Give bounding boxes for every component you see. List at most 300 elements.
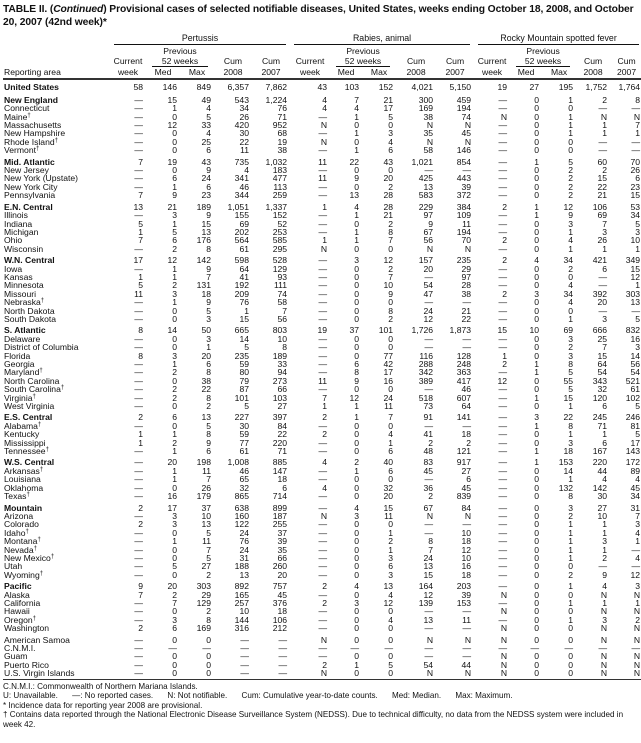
value-cell: N: [500, 659, 508, 670]
value-cell: 0: [534, 482, 540, 493]
value-cell: —: [498, 384, 508, 395]
value-cell: 109: [456, 210, 472, 221]
value-cell: 13: [201, 519, 211, 530]
value-cell: 0: [534, 581, 540, 592]
area-name: West Virginia: [4, 401, 55, 412]
value-cell: 0: [534, 145, 540, 156]
area-name: Pennsylvania: [4, 190, 56, 201]
value-cell: 10: [277, 333, 288, 344]
value-cell: 39: [461, 181, 472, 192]
value-cell: —: [498, 145, 508, 156]
value-cell: 21: [383, 94, 394, 105]
value-cell: 9: [206, 165, 211, 176]
value-cell: 5: [568, 384, 574, 395]
value-cell: 425: [418, 173, 434, 184]
value-cell: 37: [277, 527, 288, 538]
value-cell: 34: [563, 255, 574, 266]
area-name: Arizona: [4, 510, 34, 521]
value-cell: N: [600, 589, 608, 600]
value-cell: 1: [602, 597, 608, 608]
value-cell: 153: [558, 457, 574, 468]
value-cell: —: [631, 136, 641, 147]
value-cell: N: [633, 659, 641, 670]
value-cell: 0: [388, 120, 394, 131]
value-cell: 24: [201, 173, 211, 184]
value-cell: —: [424, 519, 434, 530]
value-cell: 84: [461, 502, 472, 513]
value-cell: 5: [172, 226, 177, 237]
value-cell: 3: [602, 313, 608, 324]
value-cell: 60: [597, 156, 608, 167]
value-cell: N: [464, 634, 472, 645]
value-cell: 147: [272, 465, 288, 476]
value-cell: N: [600, 623, 608, 634]
value-cell: 3: [354, 255, 360, 266]
value-cell: —: [498, 190, 508, 201]
value-cell: 16: [167, 491, 177, 502]
value-cell: 260: [272, 561, 288, 572]
week-label: week: [110, 67, 146, 79]
value-cell: —: [498, 429, 508, 440]
value-cell: 59: [239, 429, 249, 440]
area-name: U.S. Virgin Islands: [4, 668, 75, 679]
value-cell: 1: [602, 243, 608, 254]
value-cell: 5: [244, 401, 249, 412]
value-cell: 7: [388, 235, 394, 246]
value-cell: 0: [534, 634, 540, 645]
value-cell: 0: [172, 375, 177, 386]
value-cell: 0: [534, 474, 540, 485]
value-cell: —: [318, 342, 328, 353]
value-cell: —: [498, 446, 508, 457]
value-cell: 0: [172, 165, 177, 176]
value-cell: —: [318, 271, 328, 282]
value-cell: 0: [172, 634, 177, 645]
value-cell: 1: [534, 457, 540, 468]
value-cell: —: [498, 519, 508, 530]
value-cell: —: [134, 606, 143, 617]
value-cell: —: [318, 384, 328, 395]
value-cell: —: [498, 544, 508, 555]
area-name: Colorado: [4, 519, 39, 530]
value-cell: 1: [138, 429, 143, 440]
value-cell: 20: [383, 173, 394, 184]
current-label: Current: [113, 56, 143, 67]
area-name: American Samoa: [4, 634, 70, 645]
area-name: Kansas: [4, 271, 33, 282]
value-cell: 21: [383, 210, 394, 221]
value-cell: 13: [383, 581, 394, 592]
value-cell: 167: [592, 446, 608, 457]
value-cell: 0: [354, 519, 360, 530]
value-cell: 179: [196, 491, 211, 502]
area-name: S. Atlantic: [4, 325, 46, 336]
value-cell: 2: [206, 606, 211, 617]
value-cell: 0: [354, 482, 360, 493]
value-cell: —: [498, 614, 508, 625]
value-cell: N: [320, 243, 328, 254]
value-cell: 77: [383, 350, 394, 361]
area-name: Utah: [4, 561, 23, 572]
area-name: W.S. Central: [4, 457, 55, 468]
area-name: W.N. Central: [4, 255, 55, 266]
value-cell: —: [134, 136, 143, 147]
value-cell: N: [633, 634, 641, 645]
value-cell: 9: [354, 173, 360, 184]
value-cell: 5: [206, 527, 211, 538]
value-cell: —: [498, 502, 508, 513]
value-cell: 22: [597, 181, 608, 192]
value-cell: 84: [277, 420, 288, 431]
value-cell: 0: [534, 491, 540, 502]
value-cell: 41: [423, 429, 434, 440]
value-cell: 87: [239, 384, 249, 395]
value-cell: 21: [597, 190, 608, 201]
value-cell: —: [318, 297, 328, 308]
value-cell: 6: [172, 235, 177, 246]
value-cell: 0: [172, 569, 177, 580]
table-title: [3, 0, 638, 29]
table-row: [3, 79, 641, 92]
value-cell: 2: [502, 201, 508, 212]
value-cell: 854: [456, 156, 472, 167]
value-cell: 1,752: [585, 82, 608, 93]
value-cell: 0: [534, 120, 540, 131]
value-cell: 32: [383, 482, 394, 493]
value-cell: 0: [354, 606, 360, 617]
value-cell: 45: [423, 465, 434, 476]
value-cell: —: [498, 120, 508, 131]
value-cell: 113: [273, 181, 288, 192]
value-cell: 8: [206, 392, 211, 403]
value-cell: 17: [383, 103, 394, 114]
value-cell: N: [500, 634, 508, 645]
value-cell: 0: [354, 491, 360, 502]
dagger-mark: †: [45, 447, 49, 454]
value-cell: —: [498, 263, 508, 274]
value-cell: 1: [534, 392, 540, 403]
value-cell: 19: [167, 156, 177, 167]
value-cell: 714: [272, 491, 288, 502]
value-cell: N: [633, 651, 641, 662]
value-cell: 1: [568, 552, 574, 563]
value-cell: —: [498, 342, 508, 353]
value-cell: 4: [635, 474, 641, 485]
legend-dash: —: No reported cases.: [72, 691, 154, 701]
value-cell: 1: [534, 156, 540, 167]
value-cell: —: [318, 643, 328, 653]
area-name: Minnesota: [4, 280, 44, 291]
value-cell: —: [134, 210, 143, 221]
value-cell: —: [134, 173, 143, 184]
value-cell: 157: [418, 255, 434, 266]
dagger-mark: †: [40, 298, 45, 305]
value-cell: 24: [423, 552, 434, 563]
value-cell: 189: [272, 350, 288, 361]
value-cell: 3: [635, 342, 641, 353]
value-cell: —: [631, 561, 641, 572]
value-cell: 0: [534, 401, 540, 412]
title-continued: Continued: [53, 4, 104, 15]
value-cell: N: [396, 669, 436, 679]
value-cell: 0: [354, 446, 360, 457]
value-cell: —: [134, 297, 143, 308]
value-cell: 70: [461, 235, 472, 246]
value-cell: —: [462, 297, 472, 308]
value-cell: 0: [534, 651, 540, 662]
value-cell: 0: [172, 420, 177, 431]
value-cell: N: [436, 669, 474, 679]
area-name: South Dakota: [4, 313, 57, 324]
value-cell: 65: [239, 474, 249, 485]
value-cell: —: [318, 190, 328, 201]
value-cell: —: [498, 226, 508, 237]
week-label: week: [290, 67, 330, 79]
value-cell: 24: [239, 527, 249, 538]
value-cell: 1: [172, 429, 177, 440]
value-cell: 235: [234, 350, 249, 361]
reporting-area-cell: [3, 315, 110, 323]
value-cell: 1: [354, 465, 360, 476]
value-cell: 27: [529, 82, 540, 93]
value-cell: —: [318, 651, 328, 662]
value-cell: 0: [534, 569, 540, 580]
med-label: Med: [510, 67, 542, 79]
value-cell: —: [134, 510, 143, 521]
value-cell: 1: [172, 103, 177, 114]
value-cell: 61: [239, 446, 249, 457]
value-cell: 2: [138, 623, 143, 634]
value-cell: 1: [138, 271, 143, 282]
legend-n: N: Not notifiable.: [167, 691, 228, 701]
value-cell: 0: [354, 120, 360, 131]
value-cell: 0: [172, 527, 177, 538]
value-cell: 5: [388, 659, 394, 670]
value-cell: 12: [383, 597, 394, 608]
cum-label: Cum: [261, 56, 281, 67]
value-cell: —: [498, 465, 508, 476]
value-cell: 0: [534, 280, 540, 291]
area-name: Rhode Island: [4, 136, 55, 147]
value-cell: 0: [206, 651, 211, 662]
value-cell: 71: [277, 446, 288, 457]
value-cell: 3: [568, 350, 574, 361]
value-cell: 189: [196, 201, 211, 212]
value-cell: 11: [202, 536, 211, 547]
value-cell: 43: [383, 156, 394, 167]
dagger-mark: †: [37, 421, 42, 428]
value-cell: 7: [388, 271, 394, 282]
value-cell: —: [498, 181, 508, 192]
value-cell: 2: [568, 263, 574, 274]
value-cell: 34: [563, 288, 574, 299]
value-cell: 6: [602, 263, 608, 274]
value-cell: 7: [388, 412, 394, 423]
area-name: New England: [4, 94, 58, 105]
value-cell: 97: [461, 271, 472, 282]
value-cell: 14: [630, 350, 641, 361]
value-cell: —: [498, 581, 508, 592]
value-cell: —: [318, 569, 328, 580]
area-name: New Mexico: [4, 552, 51, 563]
value-cell: —: [134, 651, 143, 662]
week-label: week: [474, 67, 510, 79]
value-cell: 1: [502, 350, 508, 361]
value-cell: —: [318, 465, 328, 476]
value-cell: 341: [234, 173, 249, 184]
value-cell: 67: [423, 226, 434, 237]
value-cell: 26: [239, 111, 249, 122]
subheader-row-2: [3, 57, 641, 68]
value-cell: 0: [172, 659, 177, 670]
value-cell: 2: [322, 659, 328, 670]
value-cell: —: [598, 561, 608, 572]
value-cell: N: [426, 136, 434, 147]
value-cell: —: [498, 165, 508, 176]
value-cell: —: [214, 669, 252, 679]
value-cell: 2: [354, 457, 360, 468]
value-cell: 18: [461, 536, 472, 547]
value-cell: 0: [534, 190, 540, 201]
value-cell: 0: [534, 437, 540, 448]
value-cell: 0: [534, 313, 540, 324]
value-cell: 194: [456, 103, 472, 114]
value-cell: 0: [534, 271, 540, 282]
value-cell: 0: [568, 589, 574, 600]
value-cell: 25: [201, 136, 211, 147]
value-cell: 0: [534, 429, 540, 440]
value-cell: —: [498, 128, 508, 139]
value-cell: 0: [568, 305, 574, 316]
value-cell: 139: [418, 597, 434, 608]
value-cell: 7: [428, 544, 434, 555]
value-cell: 0: [534, 519, 540, 530]
value-cell: 0: [534, 544, 540, 555]
value-cell: 0: [568, 634, 574, 645]
table-row: [3, 447, 641, 455]
value-cell: 58: [423, 145, 434, 156]
value-cell: 0: [172, 333, 177, 344]
reporting-area-cell: [3, 571, 110, 579]
year-2008-label: 2008: [576, 67, 610, 79]
reporting-area-cell: [3, 402, 110, 410]
value-cell: 195: [558, 82, 574, 93]
value-cell: 3: [635, 519, 641, 530]
value-cell: N: [500, 111, 508, 122]
value-cell: 164: [418, 581, 434, 592]
value-cell: 23: [201, 190, 211, 201]
value-cell: 2: [206, 569, 211, 580]
value-cell: 10: [383, 280, 394, 291]
value-cell: 18: [461, 429, 472, 440]
value-cell: 917: [456, 457, 472, 468]
area-name: District of Columbia: [4, 342, 79, 353]
value-cell: 56: [423, 235, 434, 246]
value-cell: 24: [239, 544, 249, 555]
value-cell: 11: [384, 510, 394, 521]
value-cell: —: [462, 333, 472, 344]
value-cell: 0: [172, 342, 177, 353]
value-cell: 1: [635, 128, 641, 139]
value-cell: —: [134, 420, 143, 431]
table-row: [3, 191, 641, 199]
value-cell: —: [278, 659, 288, 670]
value-cell: —: [318, 623, 328, 634]
value-cell: 220: [592, 457, 608, 468]
value-cell: 4: [322, 94, 328, 105]
value-cell: 198: [196, 457, 211, 468]
value-cell: 1,008: [227, 457, 249, 468]
value-cell: 0: [534, 243, 540, 254]
value-cell: 212: [272, 623, 288, 634]
value-cell: 12: [349, 392, 360, 403]
value-cell: —: [134, 305, 143, 316]
value-cell: 7: [635, 510, 641, 521]
dagger-mark: †: [25, 528, 29, 535]
value-cell: 421: [592, 255, 608, 266]
value-cell: 39: [277, 536, 288, 547]
value-cell: —: [134, 536, 143, 547]
value-cell: 0: [534, 623, 540, 634]
area-name: Kentucky: [4, 429, 40, 440]
value-cell: 169: [418, 103, 434, 114]
value-cell: 20: [383, 491, 394, 502]
value-cell: 2: [602, 552, 608, 563]
value-cell: 7: [602, 342, 608, 353]
value-cell: 4: [568, 235, 574, 246]
value-cell: 45: [461, 128, 472, 139]
value-cell: —: [318, 552, 328, 563]
area-name: E.N. Central: [4, 201, 53, 212]
value-cell: 9: [354, 375, 360, 386]
value-cell: 26: [597, 235, 608, 246]
value-cell: —: [134, 120, 143, 131]
area-name: Mountain: [4, 502, 43, 513]
footnote-legend: [3, 691, 638, 701]
value-cell: 13: [630, 297, 641, 308]
value-cell: —: [498, 218, 508, 229]
value-cell: 384: [456, 201, 472, 212]
footnotes: [3, 680, 638, 730]
value-cell: N: [426, 510, 434, 521]
value-cell: 372: [456, 190, 472, 201]
value-cell: 23: [630, 181, 641, 192]
value-cell: 0: [172, 313, 177, 324]
value-cell: 203: [456, 581, 472, 592]
value-cell: 0: [568, 659, 574, 670]
dagger-mark: †: [50, 553, 55, 560]
value-cell: 1: [568, 226, 574, 237]
value-cell: 0: [388, 651, 394, 662]
value-cell: —: [424, 342, 434, 353]
value-cell: 142: [592, 482, 608, 493]
value-cell: —: [318, 536, 328, 547]
value-cell: 0: [354, 181, 360, 192]
value-cell: 4: [635, 552, 641, 563]
value-cell: 3: [172, 519, 177, 530]
area-name: Tennessee: [4, 446, 46, 457]
value-cell: 12: [423, 313, 434, 324]
value-cell: 6,357: [227, 82, 249, 93]
value-cell: 0: [534, 552, 540, 563]
value-cell: 14: [167, 325, 177, 336]
area-name: Washington: [4, 623, 50, 634]
value-cell: 3: [534, 412, 540, 423]
value-cell: 43: [201, 156, 211, 167]
value-cell: 22: [563, 412, 574, 423]
value-cell: 1: [602, 527, 608, 538]
value-cell: —: [598, 643, 608, 653]
